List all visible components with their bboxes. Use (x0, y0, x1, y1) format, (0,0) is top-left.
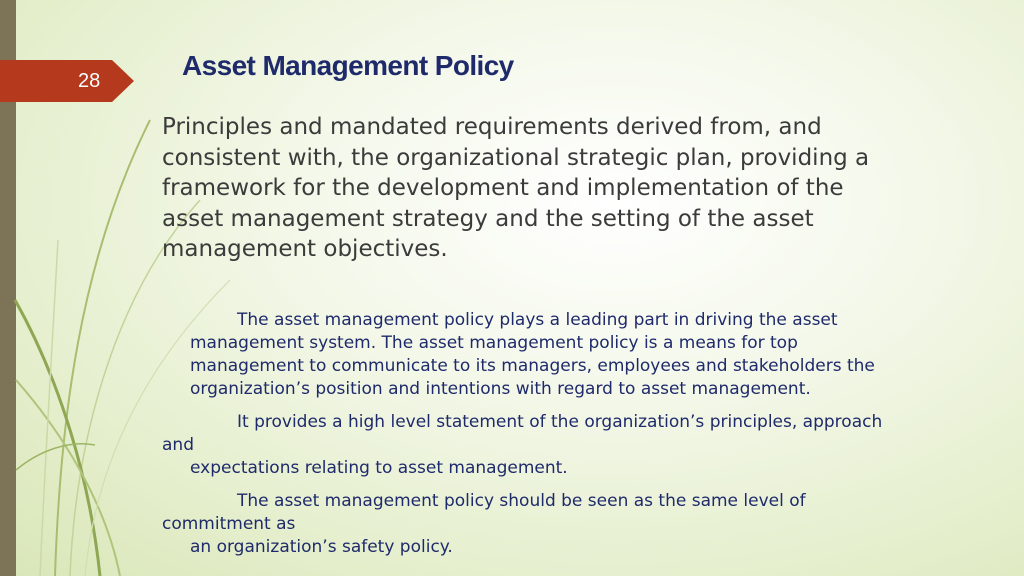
bullet-item (162, 309, 962, 401)
bullet-first-line: It provides a high level statement of the organization’s principles, approach (237, 412, 883, 432)
bullet-item (162, 490, 962, 559)
slide-number: 28 (78, 70, 101, 92)
definition-line: management objectives. (162, 236, 448, 262)
bullet-continuation-line: expectations relating to asset management. (190, 458, 568, 478)
slide-title: Asset Management Policy (182, 50, 514, 81)
definition-line: framework for the development and implementation of the (162, 175, 844, 201)
bullet-item (162, 411, 962, 480)
bullet-first-line: The asset management policy should be seen as the same level of (237, 491, 806, 511)
bullet-continuation-line: management system. The asset management policy is a means for top (190, 333, 798, 353)
slide-number-tab (0, 60, 134, 102)
bullet-wrap-line: and (162, 435, 194, 455)
bullet-wrap-line: commitment as (162, 514, 296, 534)
definition-line: asset management strategy and the setting of the asset (162, 205, 814, 232)
definition-line: consistent with, the organizational strategic plan, providing a (162, 144, 870, 171)
bullet-continuation-line: organization’s position and intentions with regard to asset management. (190, 379, 811, 399)
bullet-first-line: The asset management policy plays a leading part in driving the asset (237, 310, 838, 330)
bullet-continuation-line: management to communicate to its managers, employees and stakeholders the (190, 356, 875, 376)
definition-text (162, 112, 942, 265)
bullet-list (162, 309, 962, 569)
bullet-continuation-line: an organization’s safety policy. (190, 537, 453, 557)
definition-line: Principles and mandated requirements derived from, and (162, 114, 822, 140)
